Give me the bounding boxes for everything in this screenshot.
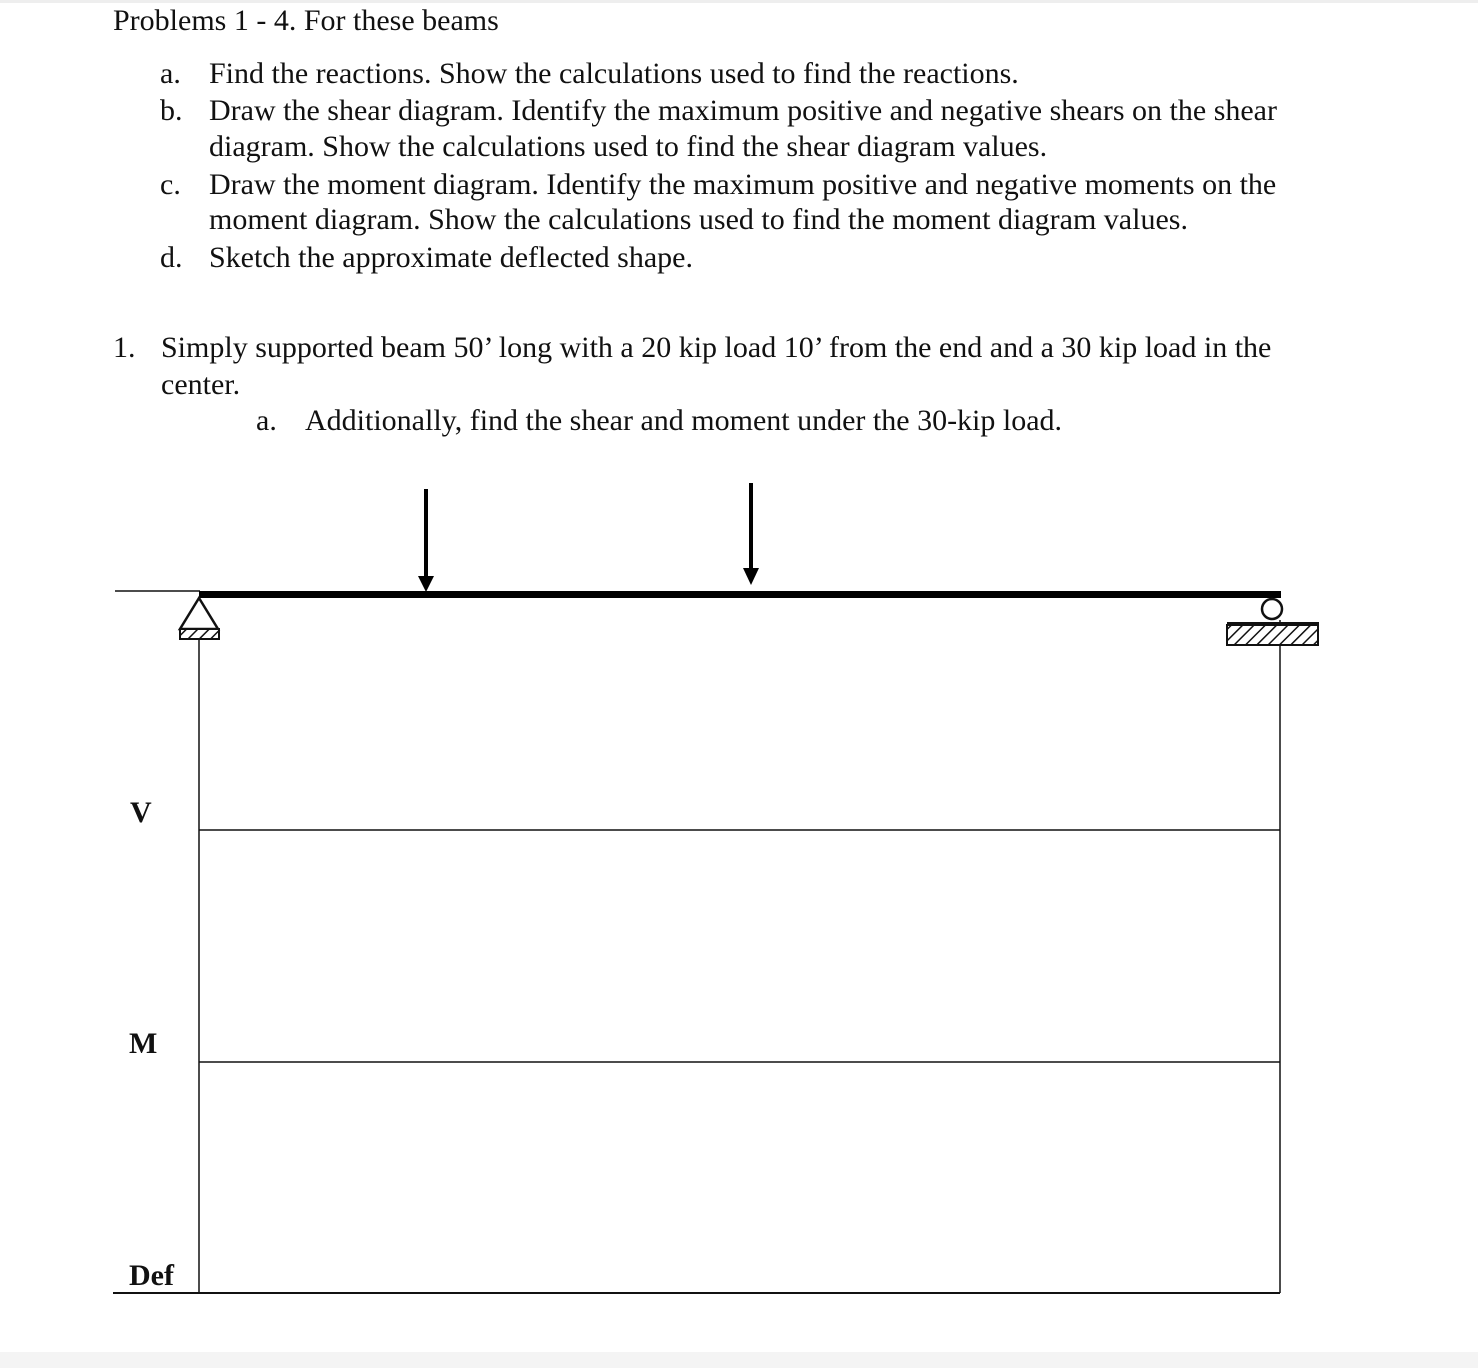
beam — [199, 591, 1281, 598]
instruction-marker-c: c. — [160, 168, 181, 201]
point-load-2 — [743, 483, 759, 585]
pin-support — [180, 598, 219, 639]
instruction-marker-a: a. — [160, 57, 181, 90]
answer-grid — [113, 591, 1280, 1293]
instruction-marker-b: b. — [160, 94, 183, 127]
roller-support — [1227, 599, 1319, 645]
deflection-label: Def — [129, 1259, 174, 1292]
roller-wheel — [1262, 599, 1282, 619]
page-heading: Problems 1 - 4. For these beams — [113, 4, 499, 37]
problem-number: 1. — [113, 331, 136, 364]
instruction-d-line-1: Sketch the approximate deflected shape. — [209, 241, 693, 274]
instruction-b-line-2: diagram. Show the calculations used to find the shear diagram values. — [209, 130, 1048, 163]
problem-line-2: center. — [161, 368, 241, 401]
instruction-c-line-2: moment diagram. Show the calculations used to find the moment diagram values. — [209, 203, 1188, 236]
point-load-1 — [418, 489, 434, 592]
problem-sub-text: Additionally, find the shear and moment under the 30-kip load. — [305, 404, 1063, 437]
instruction-b-line-1: Draw the shear diagram. Identify the maximum positive and negative shears on the shear — [209, 94, 1277, 127]
pin-support-base — [180, 629, 219, 639]
instruction-a-line-1: Find the reactions. Show the calculations used to find the reactions. — [209, 57, 1019, 90]
problem-line-1: Simply supported beam 50’ long with a 20 kip load 10’ from the end and a 30 kip load in the — [161, 331, 1272, 364]
shear-label: V — [130, 796, 152, 829]
moment-label: M — [129, 1027, 158, 1060]
roller-support-base — [1227, 625, 1318, 645]
instruction-marker-d: d. — [160, 241, 183, 274]
problem-sub-marker: a. — [256, 404, 277, 437]
instruction-c-line-1: Draw the moment diagram. Identify the maximum positive and negative moments on the — [209, 168, 1277, 201]
bottom-edge — [0, 1352, 1478, 1368]
